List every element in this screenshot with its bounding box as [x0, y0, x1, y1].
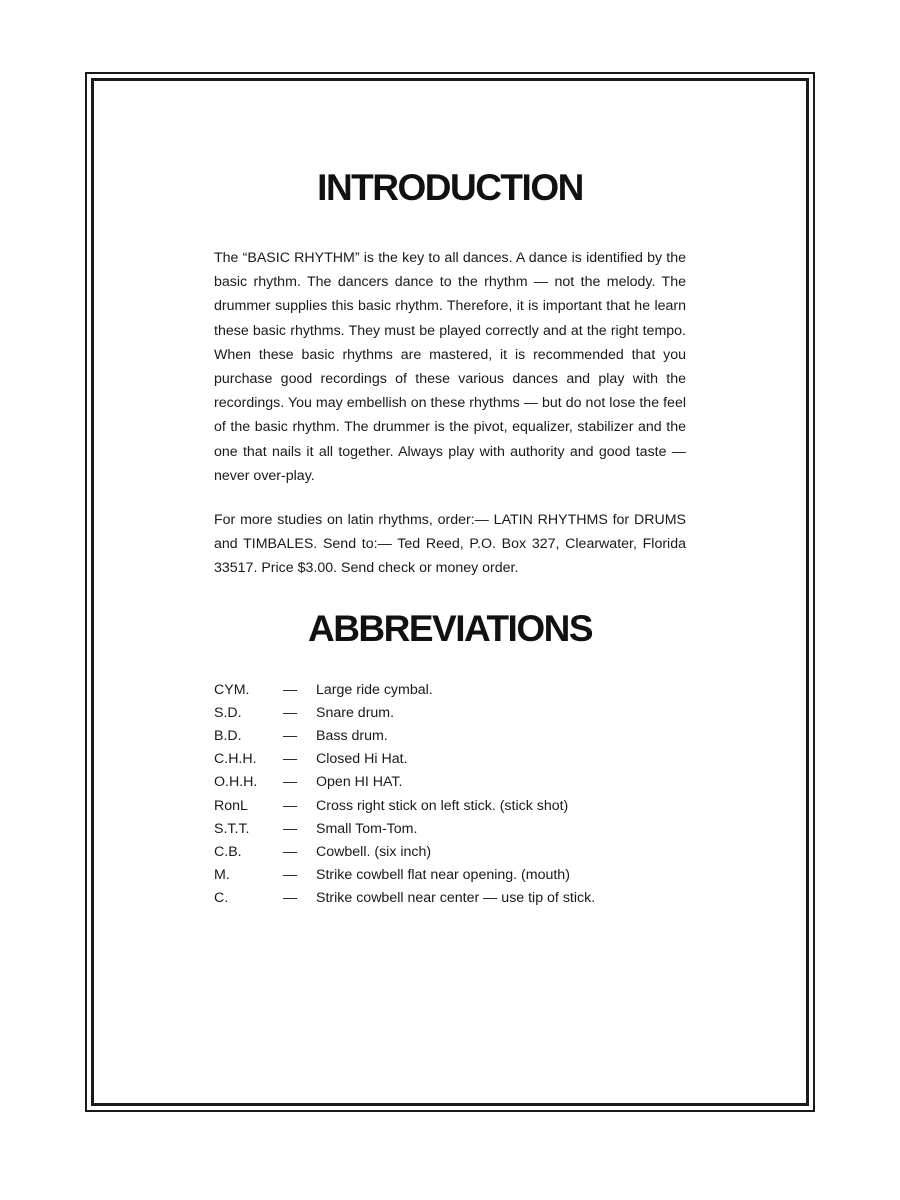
introduction-heading: INTRODUCTION	[317, 167, 583, 208]
abbreviation-row	[214, 864, 686, 887]
abbreviation-code: C.	[214, 890, 229, 907]
abbreviation-description: Strike cowbell near center — use tip of stick.	[316, 890, 596, 907]
abbreviation-row	[214, 818, 686, 841]
abbreviation-code: O.H.H.	[214, 774, 258, 791]
abbreviation-row	[214, 725, 686, 748]
abbreviation-code: C.B.	[214, 844, 242, 861]
abbreviation-row	[214, 748, 686, 771]
abbreviations-heading: ABBREVIATIONS	[307, 607, 593, 649]
abbreviation-code: CYM.	[214, 681, 250, 698]
abbreviation-description: Cowbell. (six inch)	[316, 844, 432, 861]
abbreviation-dash: —	[283, 820, 298, 837]
abbreviation-description: Snare drum.	[316, 704, 395, 721]
abbreviation-row	[214, 702, 686, 725]
abbreviation-row	[214, 795, 686, 818]
abbreviation-description: Strike cowbell flat near opening. (mouth)	[316, 867, 570, 884]
abbreviation-dash: —	[283, 774, 298, 791]
introduction-paragraph: The “BASIC RHYTHM” is the key to all dances. A dance is identified by the basic rhythm. The dancers dance to the rhythm — not the melody. The drummer supplies this basic rhythm. Therefore, it is important that he learn these basic rhythms. They must be played correctly and at the right tempo. When these basic rhythms are mastered, it is recommended that you purchase good recordings of these various dances and play with the recordings. You may embellish on these rhythms — but do not lose the feel of the basic rhythm. The drummer is the pivot, equalizer, stabilizer and the one that nails it all together. Always play with authority and good taste — never over-play.	[214, 250, 686, 484]
abbreviation-description: Large ride cymbal.	[316, 681, 433, 698]
abbreviation-row	[214, 771, 686, 794]
abbreviation-dash: —	[283, 797, 298, 814]
abbreviation-description: Cross right stick on left stick. (stick shot)	[316, 797, 569, 814]
abbreviation-row	[214, 841, 686, 864]
abbreviation-code: RonL	[214, 797, 248, 814]
abbreviation-code: M.	[214, 867, 230, 884]
abbreviation-code: S.D.	[214, 704, 242, 721]
abbreviation-dash: —	[283, 728, 298, 745]
abbreviation-row	[214, 887, 686, 910]
abbreviation-dash: —	[283, 681, 298, 698]
abbreviation-dash: —	[283, 844, 298, 861]
abbreviations-list	[214, 679, 686, 911]
ordering-paragraph: For more studies on latin rhythms, order:— LATIN RHYTHMS for DRUMS and TIMBALES. Send to:— Ted Reed, P.O. Box 327, Clearwater, Florida 33517. Price $3.00. Send check or money order.	[214, 512, 686, 577]
abbreviation-code: S.T.T.	[214, 820, 250, 837]
abbreviation-dash: —	[283, 867, 298, 884]
abbreviation-code: B.D.	[214, 728, 242, 745]
page-content	[214, 160, 686, 911]
abbreviation-dash: —	[283, 890, 298, 907]
abbreviation-description: Open HI HAT.	[316, 774, 403, 791]
abbreviation-dash: —	[283, 704, 298, 721]
abbreviation-description: Bass drum.	[316, 728, 388, 745]
abbreviation-code: C.H.H.	[214, 751, 257, 768]
abbreviation-row	[214, 679, 686, 702]
abbreviation-dash: —	[283, 751, 298, 768]
abbreviation-description: Closed Hi Hat.	[316, 751, 408, 768]
abbreviation-description: Small Tom-Tom.	[316, 820, 418, 837]
